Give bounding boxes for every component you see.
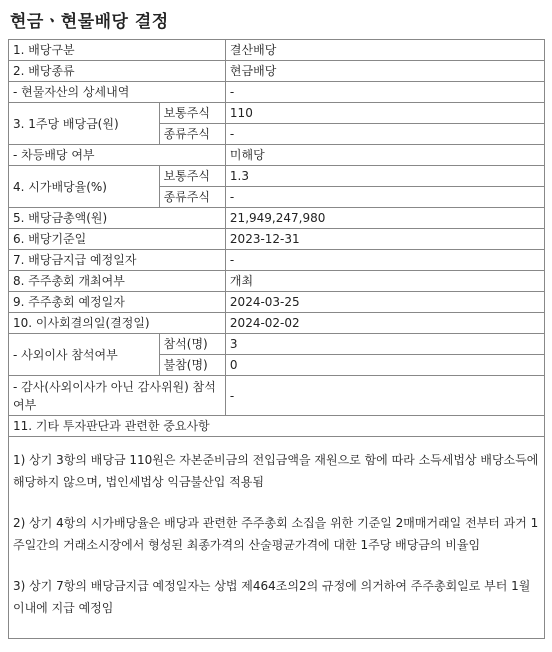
row-label: 1. 배당구분 [9, 40, 226, 61]
row-label: 7. 배당금지급 예정일자 [9, 250, 226, 271]
row-label: 10. 이사회결의일(결정일) [9, 313, 226, 334]
row-value: - [225, 124, 544, 145]
row-label: - 현물자산의 상세내역 [9, 82, 226, 103]
row-value: 2024-02-02 [225, 313, 544, 334]
table-row [9, 229, 545, 250]
note-item: 1) 상기 3항의 배당금 110원은 자본준비금의 전입금액을 재원으로 함에 따라 소득세법상 배당소득에 해당하지 않으며, 법인세법상 익금불산입 적용됨 [13, 453, 539, 489]
notes-cell [9, 437, 545, 639]
row-label: 2. 배당종류 [9, 61, 226, 82]
row-value: - [225, 250, 544, 271]
row-value: 결산배당 [225, 40, 544, 61]
sub-label: 종류주식 [159, 187, 225, 208]
table-row [9, 82, 545, 103]
table-row [9, 61, 545, 82]
table-row [9, 376, 545, 416]
disclosure-table [8, 39, 545, 639]
row-value: - [225, 82, 544, 103]
row-value: 개최 [225, 271, 544, 292]
row-value: - [225, 376, 544, 416]
table-row [9, 250, 545, 271]
sub-label: 종류주식 [159, 124, 225, 145]
sub-label: 보통주식 [159, 166, 225, 187]
page-title: 현금ㆍ현물배당 결정 [10, 12, 169, 32]
table-row [9, 416, 545, 437]
sub-label: 불참(명) [159, 355, 225, 376]
table-row [9, 271, 545, 292]
note-item: 3) 상기 7항의 배당금지급 예정일자는 상법 제464조의2의 규정에 의거하여 주주총회일로 부터 1월 이내에 지급 예정임 [13, 579, 531, 615]
row-label: - 감사(사외이사가 아닌 감사위원) 참석여부 [9, 376, 226, 416]
row-label: - 사외이사 참석여부 [9, 334, 160, 376]
row-value: 2023-12-31 [225, 229, 544, 250]
sub-label: 보통주식 [159, 103, 225, 124]
row-label: 9. 주주총회 예정일자 [9, 292, 226, 313]
row-value: 2024-03-25 [225, 292, 544, 313]
row-value: 110 [225, 103, 544, 124]
row-label: 6. 배당기준일 [9, 229, 226, 250]
row-value: - [225, 187, 544, 208]
row-label: 5. 배당금총액(원) [9, 208, 226, 229]
row-label: - 차등배당 여부 [9, 145, 226, 166]
row-label: 8. 주주총회 개최여부 [9, 271, 226, 292]
table-row [9, 334, 545, 355]
row-value: 0 [225, 355, 544, 376]
table-row [9, 292, 545, 313]
row-label: 11. 기타 투자판단과 관련한 중요사항 [9, 416, 545, 437]
note-item: 2) 상기 4항의 시가배당율은 배당과 관련한 주주총회 소집을 위한 기준일 2매매거래일 전부터 과거 1주일간의 거래소시장에서 형성된 최종가격의 산술평균가격에 대한 1주당 배당금의 비율임 [13, 516, 539, 552]
row-value: 1.3 [225, 166, 544, 187]
table-row [9, 208, 545, 229]
table-row [9, 166, 545, 187]
table-row [9, 40, 545, 61]
sub-label: 참석(명) [159, 334, 225, 355]
row-label: 3. 1주당 배당금(원) [9, 103, 160, 145]
row-value: 3 [225, 334, 544, 355]
row-value: 현금배당 [225, 61, 544, 82]
table-row [9, 313, 545, 334]
row-value: 21,949,247,980 [225, 208, 544, 229]
row-label: 4. 시가배당율(%) [9, 166, 160, 208]
notes-row [9, 437, 545, 639]
row-value: 미해당 [225, 145, 544, 166]
table-row [9, 145, 545, 166]
table-row [9, 103, 545, 124]
